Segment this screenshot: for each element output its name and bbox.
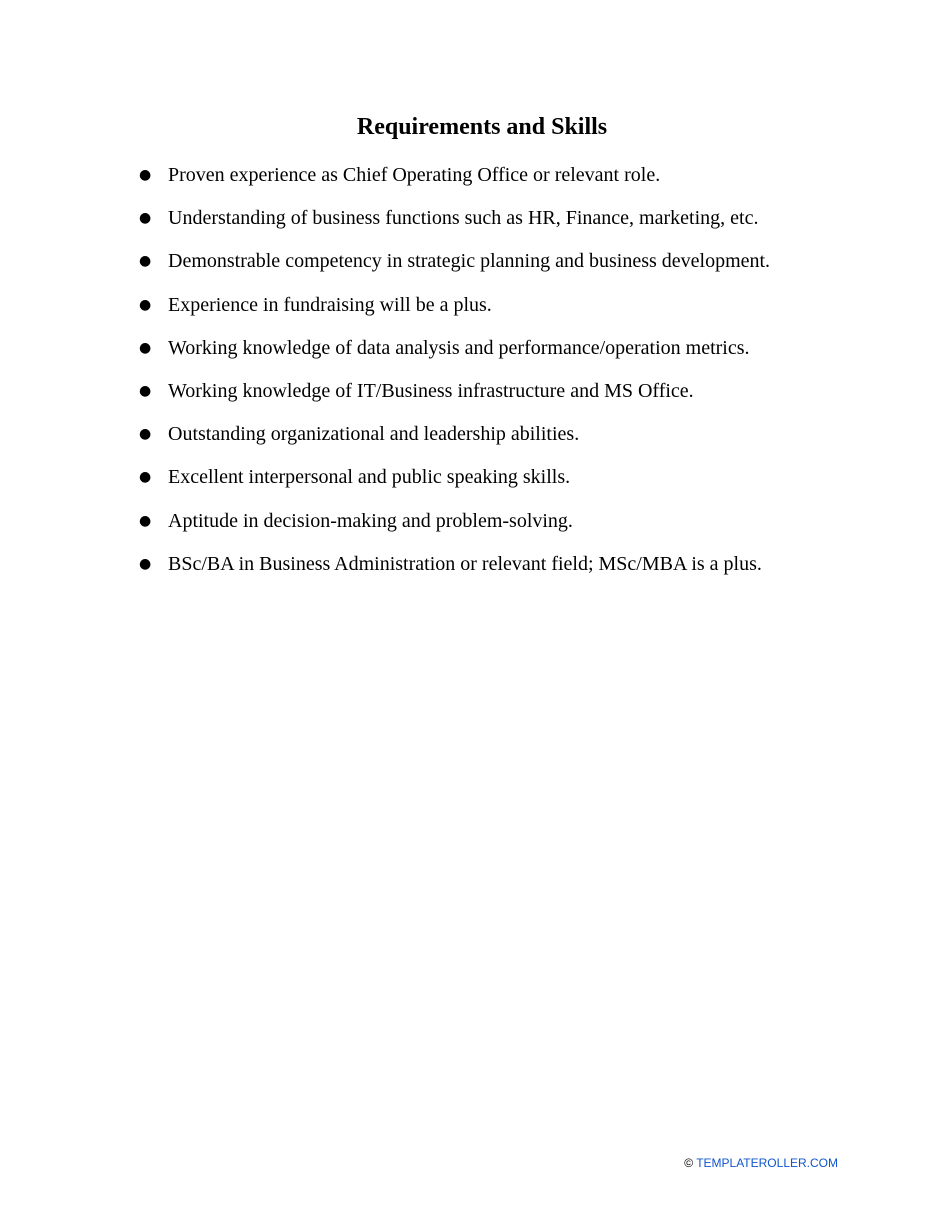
templateroller-link[interactable]: TEMPLATEROLLER.COM: [696, 1156, 838, 1170]
bullet-icon: ●: [139, 469, 152, 486]
list-item: [139, 546, 879, 589]
list-item-text: Proven experience as Chief Operating Office or relevant role.: [168, 164, 661, 186]
list-item: [139, 287, 879, 330]
list-item: [139, 416, 879, 459]
bullet-icon: ●: [139, 555, 152, 572]
list-item-text: Working knowledge of data analysis and performance/operation metrics.: [168, 336, 750, 359]
list-item: [139, 459, 879, 502]
copyright-symbol: ©: [684, 1156, 694, 1170]
bullet-icon: ●: [139, 167, 152, 183]
list-item-text: Understanding of business functions such as HR, Finance, marketing, etc.: [168, 207, 759, 230]
list-item: [139, 243, 879, 286]
bullet-icon: ●: [139, 253, 152, 270]
bullet-icon: ●: [139, 426, 152, 443]
list-item-text: BSc/BA in Business Administration or relevant field; MSc/MBA is a plus.: [168, 552, 762, 575]
list-item-text: Working knowledge of IT/Business infrastructure and MS Office.: [168, 379, 694, 402]
list-item: [139, 200, 879, 243]
bullet-icon: ●: [139, 339, 152, 356]
list-item-text: Outstanding organizational and leadership abilities.: [168, 423, 580, 446]
page-title: Requirements and Skills: [356, 114, 608, 140]
requirements-list: [139, 157, 879, 589]
bullet-icon: ●: [139, 382, 152, 399]
list-item: [139, 330, 879, 373]
footer: [684, 1155, 838, 1171]
list-item: [139, 503, 879, 546]
list-item: [139, 373, 879, 416]
list-item: [139, 157, 879, 200]
list-item-text: Aptitude in decision-making and problem-solving.: [168, 509, 573, 532]
bullet-icon: ●: [139, 512, 152, 529]
bullet-icon: ●: [139, 210, 152, 227]
bullet-icon: ●: [139, 296, 152, 313]
list-item-text: Experience in fundraising will be a plus.: [168, 293, 492, 316]
list-item-text: Excellent interpersonal and public speaking skills.: [168, 466, 571, 489]
list-item-text: Demonstrable competency in strategic planning and business development.: [168, 250, 771, 273]
